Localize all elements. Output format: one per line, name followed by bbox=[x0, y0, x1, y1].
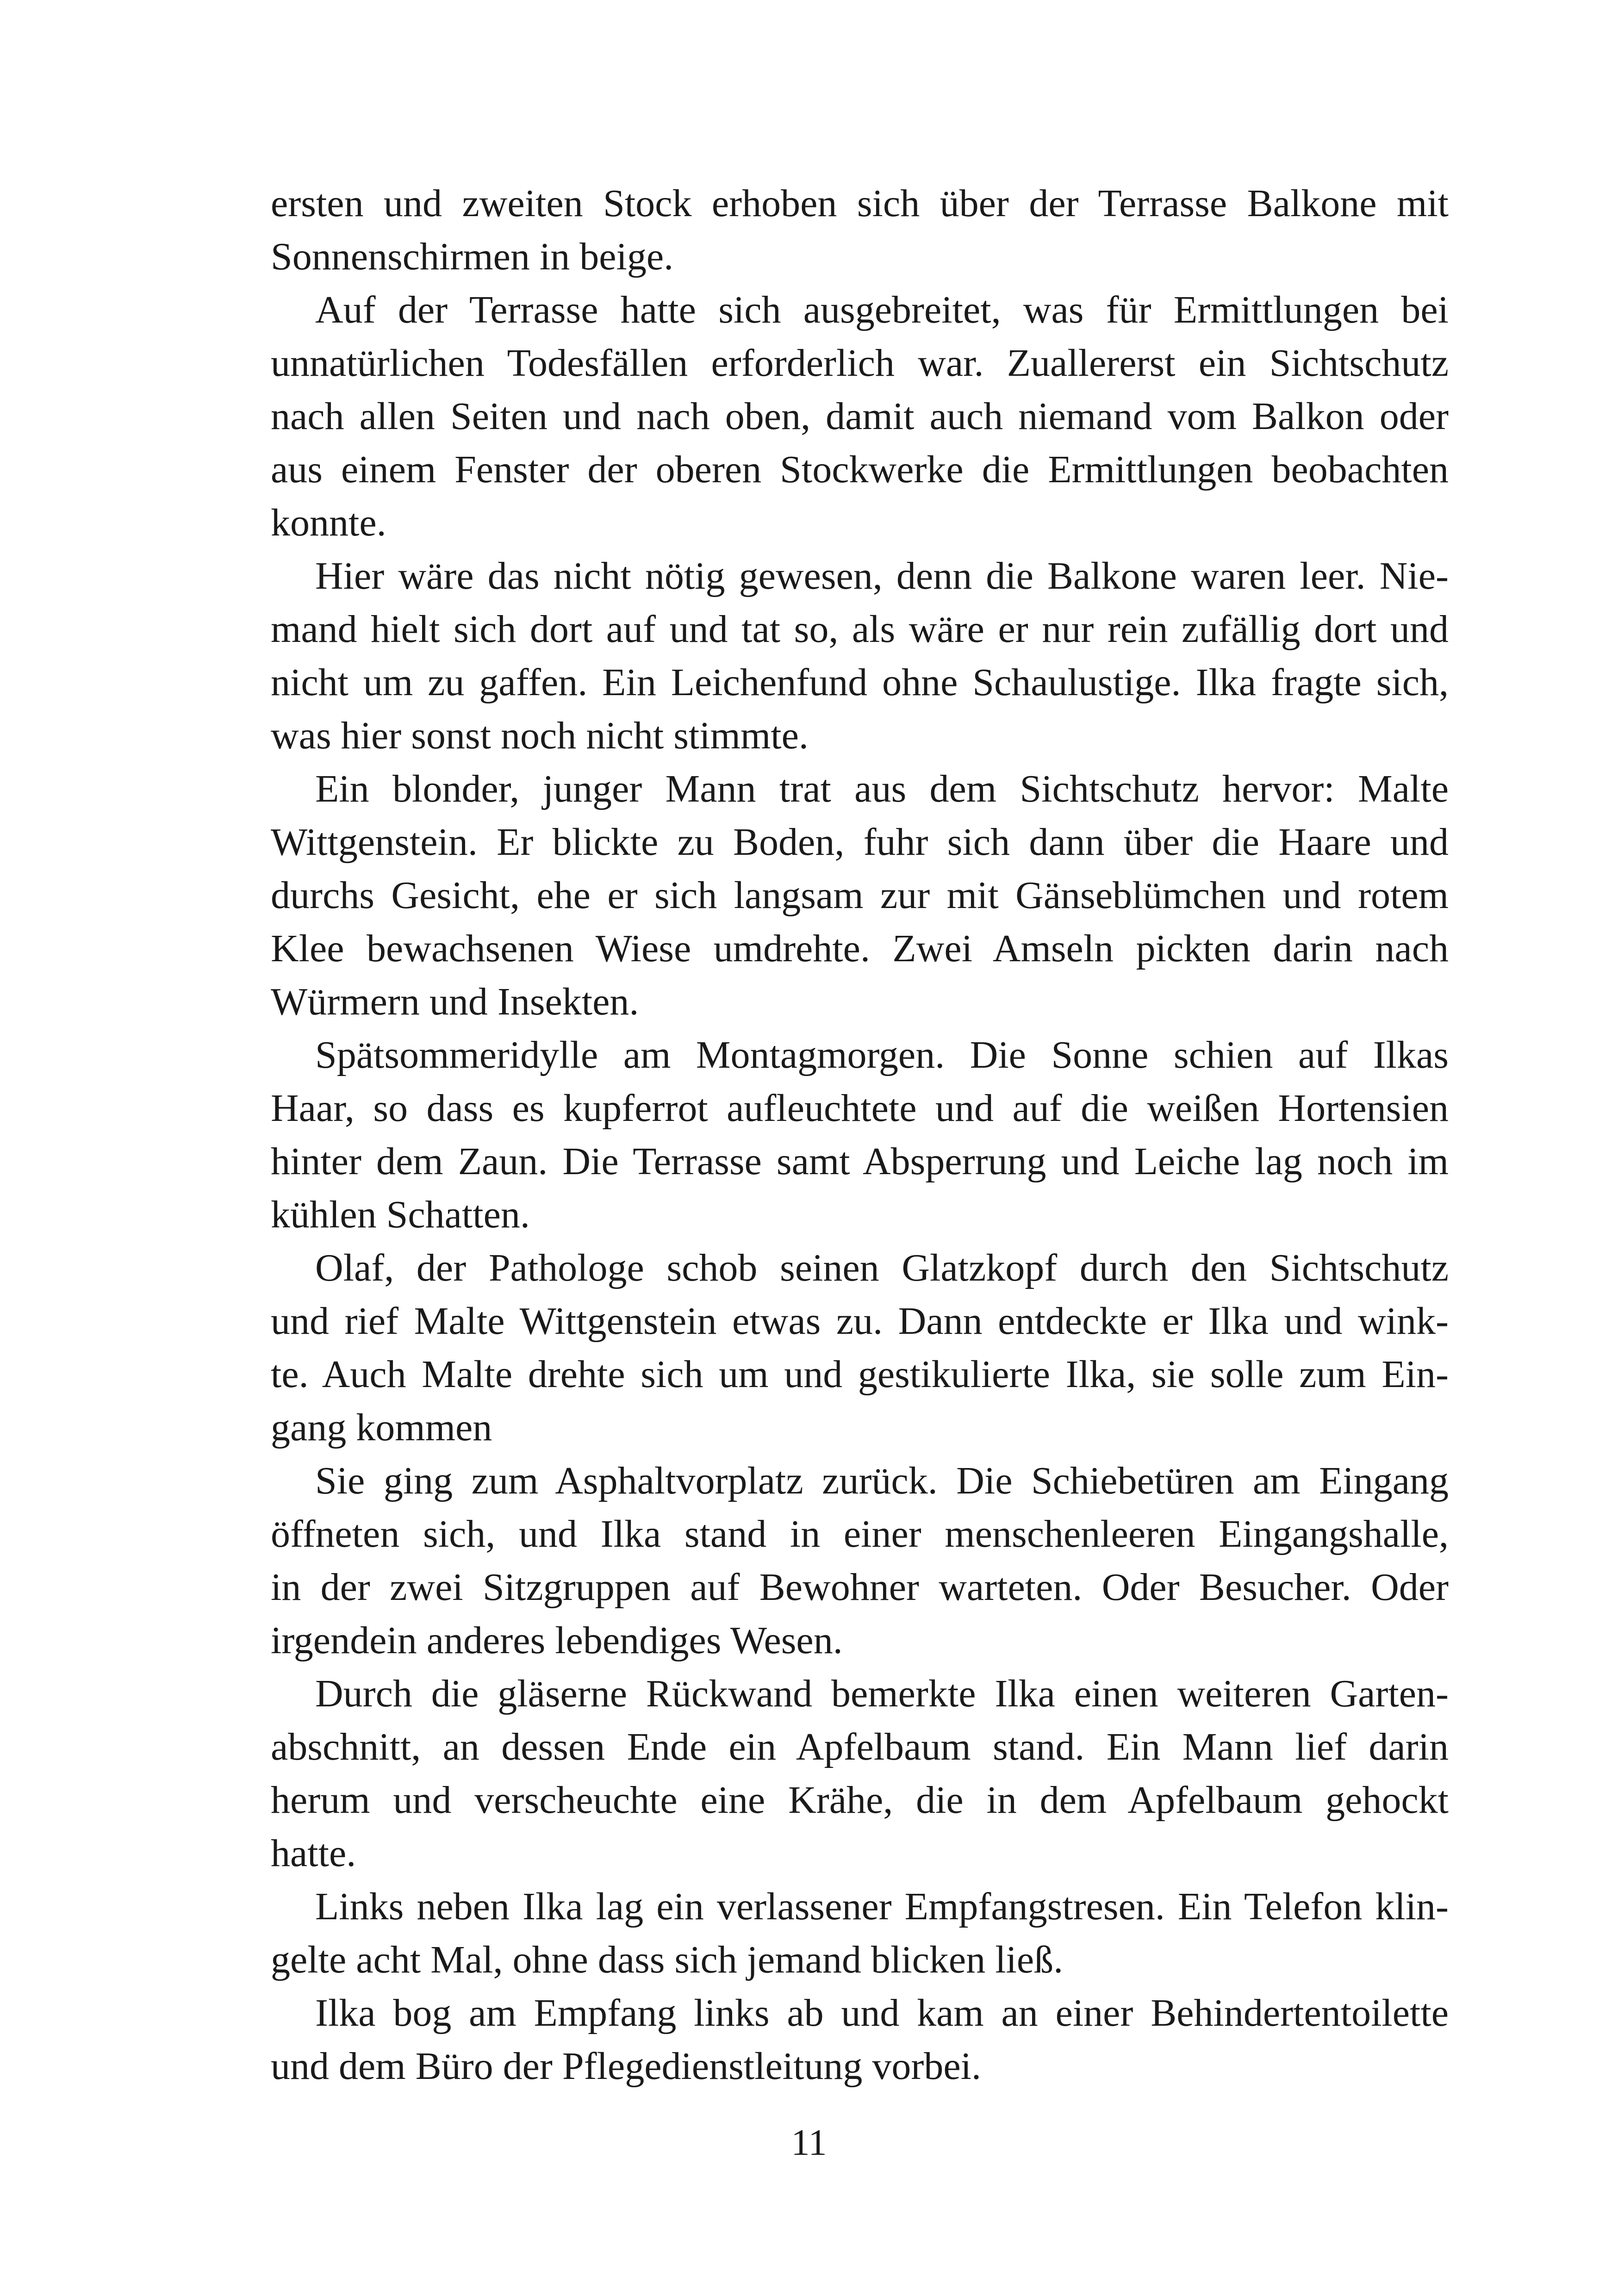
text-line: hinter dem Zaun. Die Terrasse samt Absperrung und Leiche lag noch im bbox=[271, 1140, 1449, 1183]
text-line: unnatürlichen Todesfällen erforderlich war. Zuallererst ein Sichtschutz bbox=[271, 342, 1449, 385]
text-line: Wittgenstein. Er blickte zu Boden, fuhr sich dann über die Haare und bbox=[271, 821, 1449, 864]
text-line: abschnitt, an dessen Ende ein Apfelbaum stand. Ein Mann lief darin bbox=[271, 1725, 1449, 1768]
text-line: gelte acht Mal, ohne dass sich jemand blicken ließ. bbox=[271, 1938, 1064, 1981]
text-line: öffneten sich, und Ilka stand in einer menschenleeren Eingangshalle, bbox=[271, 1512, 1449, 1556]
text-line: in der zwei Sitzgruppen auf Bewohner warteten. Oder Besucher. Oder bbox=[271, 1566, 1449, 1609]
text-line: und dem Büro der Pflegedienstleitung vorbei. bbox=[271, 2045, 982, 2088]
text-line: Ein blonder, junger Mann trat aus dem Sichtschutz hervor: Malte bbox=[315, 767, 1449, 810]
text-line: gang kommen bbox=[271, 1406, 492, 1449]
text-line: herum und verscheuchte eine Krähe, die in dem Apfelbaum gehockt bbox=[271, 1779, 1449, 1822]
body-text bbox=[271, 177, 1449, 2093]
text-line: und rief Malte Wittgenstein etwas zu. Dann entdeckte er Ilka und wink- bbox=[271, 1300, 1449, 1343]
text-line: Hier wäre das nicht nötig gewesen, denn die Balkone waren leer. Nie- bbox=[315, 554, 1449, 597]
text-line: Würmern und Insekten. bbox=[271, 980, 639, 1023]
text-line: Auf der Terrasse hatte sich ausgebreitet, was für Ermittlungen bei bbox=[315, 288, 1449, 331]
text-line: kühlen Schatten. bbox=[271, 1193, 530, 1236]
text-line: was hier sonst noch nicht stimmte. bbox=[271, 714, 809, 757]
text-line: Olaf, der Pathologe schob seinen Glatzkopf durch den Sichtschutz bbox=[315, 1246, 1449, 1289]
text-line: konnte. bbox=[271, 501, 386, 544]
page-number: 11 bbox=[791, 2122, 827, 2163]
text-line: Ilka bog am Empfang links ab und kam an einer Behindertentoilette bbox=[315, 1991, 1449, 2035]
text-line: Sie ging zum Asphaltvorplatz zurück. Die Schiebetüren am Eingang bbox=[315, 1459, 1449, 1502]
text-line: Links neben Ilka lag ein verlassener Empfangstresen. Ein Telefon klin- bbox=[315, 1885, 1449, 1928]
text-line: mand hielt sich dort auf und tat so, als wäre er nur rein zufällig dort und bbox=[271, 608, 1449, 651]
text-line: Haar, so dass es kupferrot aufleuchtete und auf die weißen Hortensien bbox=[271, 1087, 1449, 1130]
text-line: Klee bewachsenen Wiese umdrehte. Zwei Amseln pickten darin nach bbox=[271, 927, 1449, 970]
text-line: aus einem Fenster der oberen Stockwerke die Ermittlungen beobachten bbox=[271, 448, 1449, 491]
text-line: durchs Gesicht, ehe er sich langsam zur mit Gänseblümchen und rotem bbox=[271, 874, 1449, 917]
text-line: Spätsommeridylle am Montagmorgen. Die Sonne schien auf Ilkas bbox=[315, 1033, 1449, 1076]
text-line: irgendein anderes lebendiges Wesen. bbox=[271, 1619, 843, 1662]
text-line: Sonnenschirmen in beige. bbox=[271, 235, 674, 278]
text-line: Durch die gläserne Rückwand bemerkte Ilka einen weiteren Garten- bbox=[315, 1672, 1449, 1715]
text-line: te. Auch Malte drehte sich um und gestikulierte Ilka, sie solle zum Ein- bbox=[271, 1353, 1449, 1396]
text-line: nach allen Seiten und nach oben, damit auch niemand vom Balkon oder bbox=[271, 395, 1449, 438]
text-line: ersten und zweiten Stock erhoben sich über der Terrasse Balkone mit bbox=[271, 182, 1449, 225]
text-line: hatte. bbox=[271, 1832, 356, 1875]
text-line: nicht um zu gaffen. Ein Leichenfund ohne Schaulustige. Ilka fragte sich, bbox=[271, 661, 1449, 704]
